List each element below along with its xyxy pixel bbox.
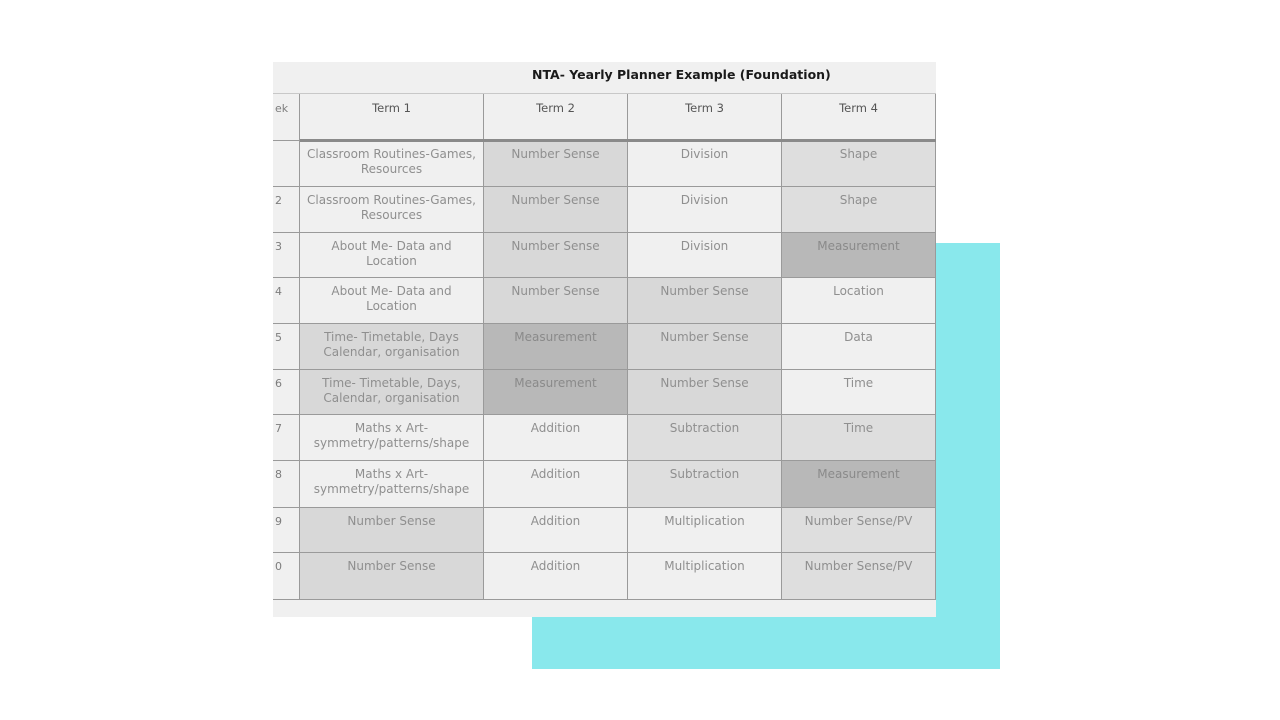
planner-cell-term-4: Time	[782, 415, 936, 461]
week-number-cell: 4	[273, 278, 300, 324]
planner-cell-term-3: Number Sense	[628, 278, 782, 324]
planner-cell-term-2: Addition	[484, 508, 628, 553]
planner-cell-term-1: About Me- Data and Location	[300, 278, 484, 324]
planner-cell-term-1: Time- Timetable, Days, Calendar, organisation	[300, 370, 484, 415]
planner-cell-term-4: Measurement	[782, 233, 936, 278]
planner-cell-term-3: Subtraction	[628, 461, 782, 508]
planner-cell-term-2: Addition	[484, 461, 628, 508]
planner-cell-term-1: Number Sense	[300, 508, 484, 553]
planner-cell-term-3: Multiplication	[628, 553, 782, 600]
header-divider-rule	[300, 139, 936, 142]
week-number-cell: 7	[273, 415, 300, 461]
planner-cell-term-3: Subtraction	[628, 415, 782, 461]
week-column-header: ek	[273, 94, 300, 141]
planner-cell-term-1: Classroom Routines-Games, Resources	[300, 187, 484, 233]
planner-cell-term-1: Number Sense	[300, 553, 484, 600]
week-number-cell	[273, 141, 300, 187]
term-header-1: Term 1	[300, 94, 484, 141]
term-header-2: Term 2	[484, 94, 628, 141]
planner-cell-term-4: Shape	[782, 141, 936, 187]
week-number-cell: 8	[273, 461, 300, 508]
planner-cell-term-1: Classroom Routines-Games, Resources	[300, 141, 484, 187]
week-number-cell: 9	[273, 508, 300, 553]
week-number-cell: 5	[273, 324, 300, 370]
week-number-cell: 6	[273, 370, 300, 415]
planner-cell-term-3: Number Sense	[628, 370, 782, 415]
planner-cell-term-2: Measurement	[484, 324, 628, 370]
planner-cell-term-3: Multiplication	[628, 508, 782, 553]
planner-cell-term-4: Shape	[782, 187, 936, 233]
planner-cell-term-2: Number Sense	[484, 278, 628, 324]
week-number-cell: 3	[273, 233, 300, 278]
planner-cell-term-2: Number Sense	[484, 187, 628, 233]
planner-cell-term-4: Number Sense/PV	[782, 553, 936, 600]
planner-cell-term-1: About Me- Data and Location	[300, 233, 484, 278]
term-header-4: Term 4	[782, 94, 936, 141]
planner-cell-term-1: Time- Timetable, Days Calendar, organisation	[300, 324, 484, 370]
planner-cell-term-4: Time	[782, 370, 936, 415]
term-header-3: Term 3	[628, 94, 782, 141]
planner-cell-term-4: Measurement	[782, 461, 936, 508]
planner-cell-term-1: Maths x Art- symmetry/patterns/shape	[300, 415, 484, 461]
week-number-cell: 2	[273, 187, 300, 233]
planner-title: NTA- Yearly Planner Example (Foundation)	[532, 67, 831, 82]
planner-cell-term-4: Data	[782, 324, 936, 370]
planner-cell-term-2: Addition	[484, 553, 628, 600]
planner-cell-term-4: Number Sense/PV	[782, 508, 936, 553]
planner-cell-term-3: Division	[628, 141, 782, 187]
planner-title-bar	[273, 62, 936, 94]
planner-cell-term-2: Addition	[484, 415, 628, 461]
planner-cell-term-2: Number Sense	[484, 141, 628, 187]
planner-cell-term-1: Maths x Art- symmetry/patterns/shape	[300, 461, 484, 508]
planner-cell-term-3: Division	[628, 233, 782, 278]
planner-cell-term-4: Location	[782, 278, 936, 324]
planner-cell-term-2: Measurement	[484, 370, 628, 415]
yearly-planner-table-image	[273, 62, 936, 617]
planner-cell-term-2: Number Sense	[484, 233, 628, 278]
planner-cell-term-3: Division	[628, 187, 782, 233]
planner-cell-term-3: Number Sense	[628, 324, 782, 370]
week-number-cell: 0	[273, 553, 300, 600]
